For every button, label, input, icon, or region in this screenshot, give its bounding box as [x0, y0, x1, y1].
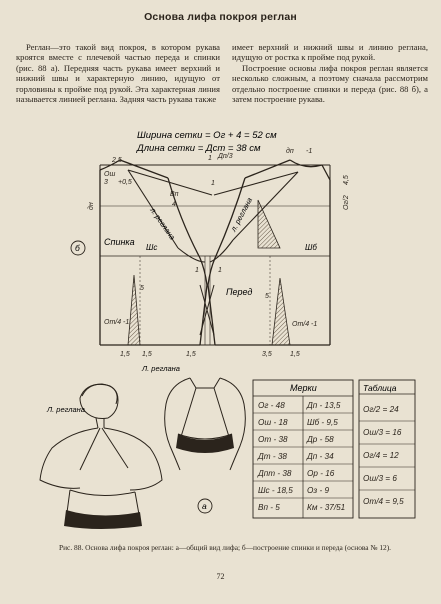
mark-1-5b: 1,5	[142, 351, 152, 358]
table-header: Таблица	[363, 383, 397, 393]
mark-dn-left: дн	[88, 202, 95, 210]
right-paragraph-1: имеет верхний и нижний швы и линию реглана, идущую от ростка к пройме под рукой.	[232, 42, 428, 63]
fig-raglan-label-2: Л. реглана	[47, 405, 85, 414]
mark-osh-05: +0,5	[118, 179, 132, 186]
skirt-front	[64, 510, 142, 529]
measures-header: Мерки	[290, 383, 317, 393]
mark-og2: Ог/2	[343, 195, 350, 210]
left-paragraph: Реглан—это такой вид покроя, в котором рукава кроятся вместе с плечевой частью переда и спинки (рис. 88 а). Передняя часть рукава имеет верхний и нижний швы и характерную линию, идущую от горловины к пройме под рукой. Эта характерная линия называется линией реглана. Задняя часть рукава также	[16, 42, 220, 105]
measure-cell: Шс - 18,5	[258, 486, 293, 495]
label-b: б	[75, 243, 80, 253]
measure-cell: Ор - 16	[307, 469, 335, 478]
label-spinka: Спинка	[104, 237, 135, 247]
grid-length-label: Длина сетки = Дст = 38 см	[137, 143, 261, 154]
back-waist-dart	[128, 275, 140, 345]
figure-caption: Рис. 88. Основа лифа покроя реглан: а—общий вид лифа; б—построение спинки и переда (основа № 12).	[58, 543, 392, 552]
figure-back-sketch	[165, 378, 246, 470]
page-title: Основа лифа покроя реглан	[144, 11, 297, 23]
mark-5b: 5	[265, 293, 269, 300]
mark-1-5a: 1,5	[120, 351, 130, 358]
label-shs: Шс	[146, 243, 158, 252]
measure-cell: Дп - 13,5	[307, 401, 341, 410]
mark-1a: 1	[211, 180, 215, 187]
measure-cell: Дт - 38	[258, 452, 287, 461]
front-outline	[208, 160, 330, 345]
mark-ot4b: От/4 -1	[292, 321, 318, 328]
ratio-cell: Ог/2 = 24	[363, 405, 399, 414]
front-waist-dart	[272, 278, 290, 345]
back-outline	[100, 160, 207, 345]
mark-dp: дп	[286, 148, 294, 155]
mark-ot4: От/4 -1	[104, 319, 130, 326]
mark-4-5: 4,5	[343, 175, 350, 185]
measure-cell: От - 38	[258, 435, 288, 444]
label-shb: Шб	[305, 243, 317, 252]
right-paragraph-2: Построение основы лифа покроя реглан является несколько сложным, а поэтому сначала рассмотрим отдельно построение спинки и переда (рис. 88 б), а затем построение рукава.	[232, 62, 428, 105]
ratio-cell: От/4 = 9,5	[363, 497, 404, 506]
skirt-back	[176, 434, 234, 453]
ratio-cell: Ош/3 = 16	[363, 428, 402, 437]
mark-osh: Ош	[104, 171, 116, 178]
measure-cell: Ог - 48	[258, 401, 285, 410]
measure-cell: Др - 58	[307, 435, 334, 444]
measure-cell: Дп - 34	[307, 452, 334, 461]
measure-cell: Оз - 9	[307, 486, 330, 495]
mark-5a: 5	[140, 285, 144, 292]
bust-dart	[258, 200, 280, 248]
measure-cell: Шб - 9,5	[307, 418, 338, 427]
label-raglan-front: л. реглана	[228, 195, 255, 233]
ratio-cell: Ош/3 = 6	[363, 474, 397, 483]
mark-vp-val: 4	[172, 201, 176, 208]
mark-3-5: 3,5	[262, 351, 272, 358]
fig-raglan-label-1: Л. реглана	[142, 364, 180, 373]
measure-cell: Км - 37/51	[307, 503, 346, 512]
mark-osh-3: 3	[104, 179, 108, 186]
measure-cell: Ош - 18	[258, 418, 288, 427]
mark-2-5: 2,5	[112, 157, 122, 164]
grid-width-label: Ширина сетки = Ог + 4 = 52 см	[137, 130, 277, 141]
label-a: а	[202, 501, 207, 511]
mark-1d: 1	[218, 267, 222, 274]
label-raglan-back: л. реглана	[148, 205, 177, 242]
side-seam-cross	[200, 285, 214, 335]
mark-vp: Вп	[170, 191, 179, 198]
mark-minus1: -1	[306, 148, 313, 155]
mark-1b: 1	[208, 155, 212, 162]
measure-cell: Вп - 5	[258, 503, 280, 512]
measure-cell: Дпт - 38	[258, 469, 292, 478]
ratio-cell: Ог/4 = 12	[363, 451, 399, 460]
mark-1-5d: 1,5	[290, 351, 300, 358]
page-number: 72	[216, 572, 225, 581]
mark-dp3: Дп/3	[218, 153, 233, 160]
label-pered: Перед	[226, 287, 253, 297]
mark-1c: 1	[195, 267, 199, 274]
mark-1-5c: 1,5	[186, 351, 196, 358]
